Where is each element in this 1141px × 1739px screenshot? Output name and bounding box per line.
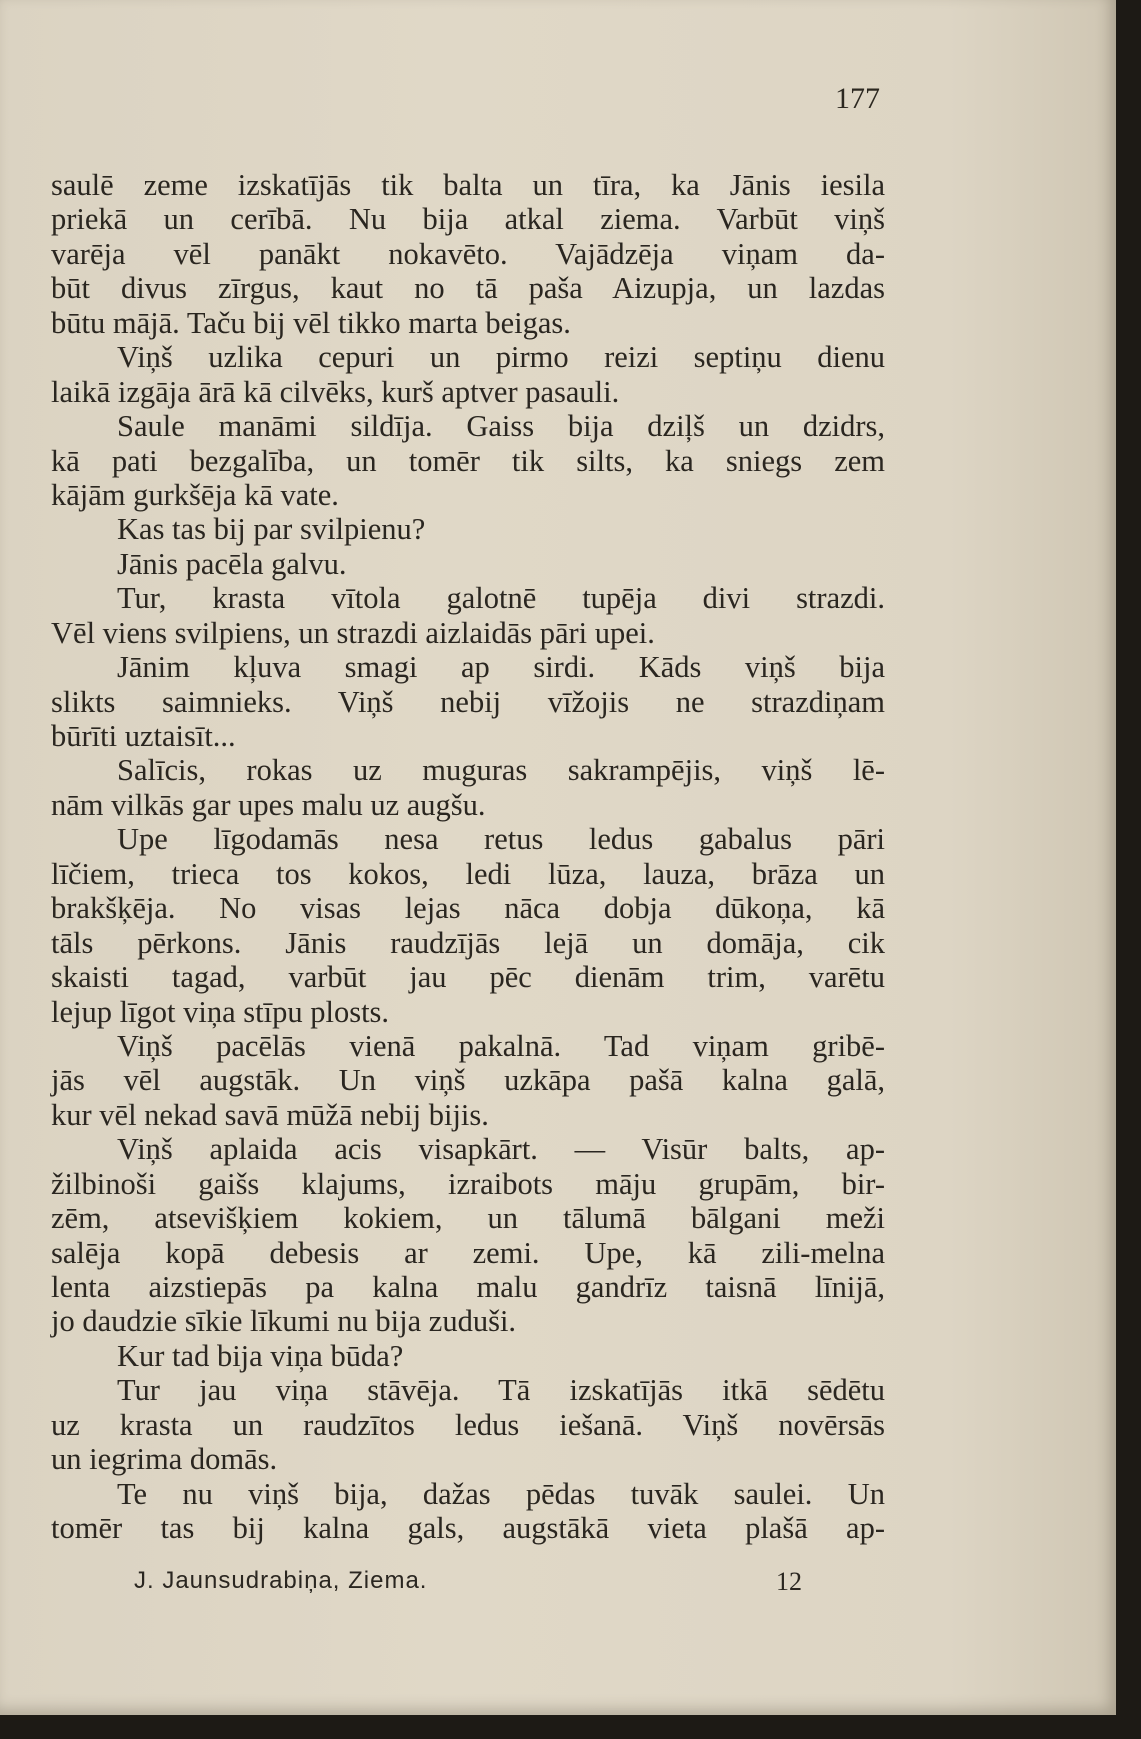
text-line: tomēr tas bij kalna gals, augstākā vieta plašā ap- [51,1511,885,1546]
text-line: nām vilkās gar upes malu uz augšu. [51,787,486,822]
text-line: brakšķēja. No visas lejas nāca dobja dūkoņa, kā [51,891,885,926]
text-line: Kas tas bij par svilpienu? [117,512,426,547]
signature-mark: 12 [776,1567,802,1596]
text-line: laikā izgāja ārā kā cilvēks, kurš aptver pasauli. [51,374,620,409]
text-line: skaisti tagad, varbūt jau pēc dienām trim, varētu [51,960,885,995]
text-line: kā pati bezgalība, un tomēr tik silts, ka sniegs zem [51,443,885,478]
text-line: būt divus zīrgus, kaut no tā paša Aizupja, un lazdas [51,271,885,306]
text-line: varēja vēl panākt nokavēto. Vajādzēja viņam da- [51,236,885,271]
text-line: žilbinoši gaišs klajums, izraibots māju grupām, bir- [51,1166,885,1201]
page-number: 177 [835,82,880,115]
text-line: Jānis pacēla galvu. [117,546,347,581]
text-line: Saule manāmi sildīja. Gaiss bija dziļš un dzidrs, [117,409,885,444]
text-line: būrīti uztaisīt... [51,719,236,753]
text-line: kur vēl nekad savā mūžā nebij bijis. [51,1097,489,1132]
text-line: Te nu viņš bija, dažas pēdas tuvāk saulei. Un [117,1476,885,1511]
text-line: Tur jau viņa stāvēja. Tā izskatījās itkā sēdētu [117,1373,885,1408]
text-line: Jānim kļuva smagi ap sirdi. Kāds viņš bija [117,650,885,685]
text-line: Salīcis, rokas uz muguras sakrampējis, viņš lē- [117,753,885,788]
text-line: Upe līgodamās nesa retus ledus gabalus pāri [117,822,885,857]
text-line: Vēl viens svilpiens, un strazdi aizlaidās pāri upei. [51,615,655,650]
text-line: Kur tad bija viņa būda? [117,1338,404,1373]
text-line: uz krasta un raudzītos ledus iešanā. Viņš novērsās [51,1407,885,1442]
text-line: lejup līgot viņa stīpu plosts. [51,994,390,1029]
text-line: tāls pērkons. Jānis raudzījās lejā un domāja, cik [51,925,885,960]
text-line: zēm, atsevišķiem kokiem, un tālumā bālgani meži [51,1201,885,1236]
text-line: līčiem, trieca tos kokos, ledi lūza, lauza, brāza un [51,856,885,891]
text-line: jās vēl augstāk. Un viņš uzkāpa pašā kalna galā, [51,1063,885,1098]
text-line: priekā un cerībā. Nu bija atkal ziema. Varbūt viņš [51,202,885,237]
text-line: Tur, krasta vītola galotnē tupēja divi strazdi. [117,581,885,616]
footer-book-title: J. Jaunsudrabiņa, Ziema. [134,1567,428,1594]
text-line: Viņš uzlika cepuri un pirmo reizi septiņu dienu [117,340,885,375]
text-line: slikts saimnieks. Viņš nebij vīžojis ne strazdiņam [51,684,885,719]
text-line: un iegrima domās. [51,1442,278,1477]
text-line: būtu mājā. Taču bij vēl tikko marta beigas. [51,305,571,340]
text-line: salēja kopā debesis ar zemi. Upe, kā zili-melna [51,1235,885,1270]
text-line: Viņš aplaida acis visapkārt. — Visūr balts, ap- [117,1132,885,1167]
text-line: lenta aizstiepās pa kalna malu gandrīz taisnā līnijā, [51,1270,885,1304]
text-line: jo daudzie sīkie līkumi nu bija zuduši. [51,1304,517,1339]
text-line: kājām gurkšēja kā vate. [51,477,339,512]
text-line: Viņš pacēlās vienā pakalnā. Tad viņam gribē- [117,1028,885,1063]
body-text [51,168,885,1546]
text-line: saulē zeme izskatījās tik balta un tīra, ka Jānis iesila [51,168,885,202]
